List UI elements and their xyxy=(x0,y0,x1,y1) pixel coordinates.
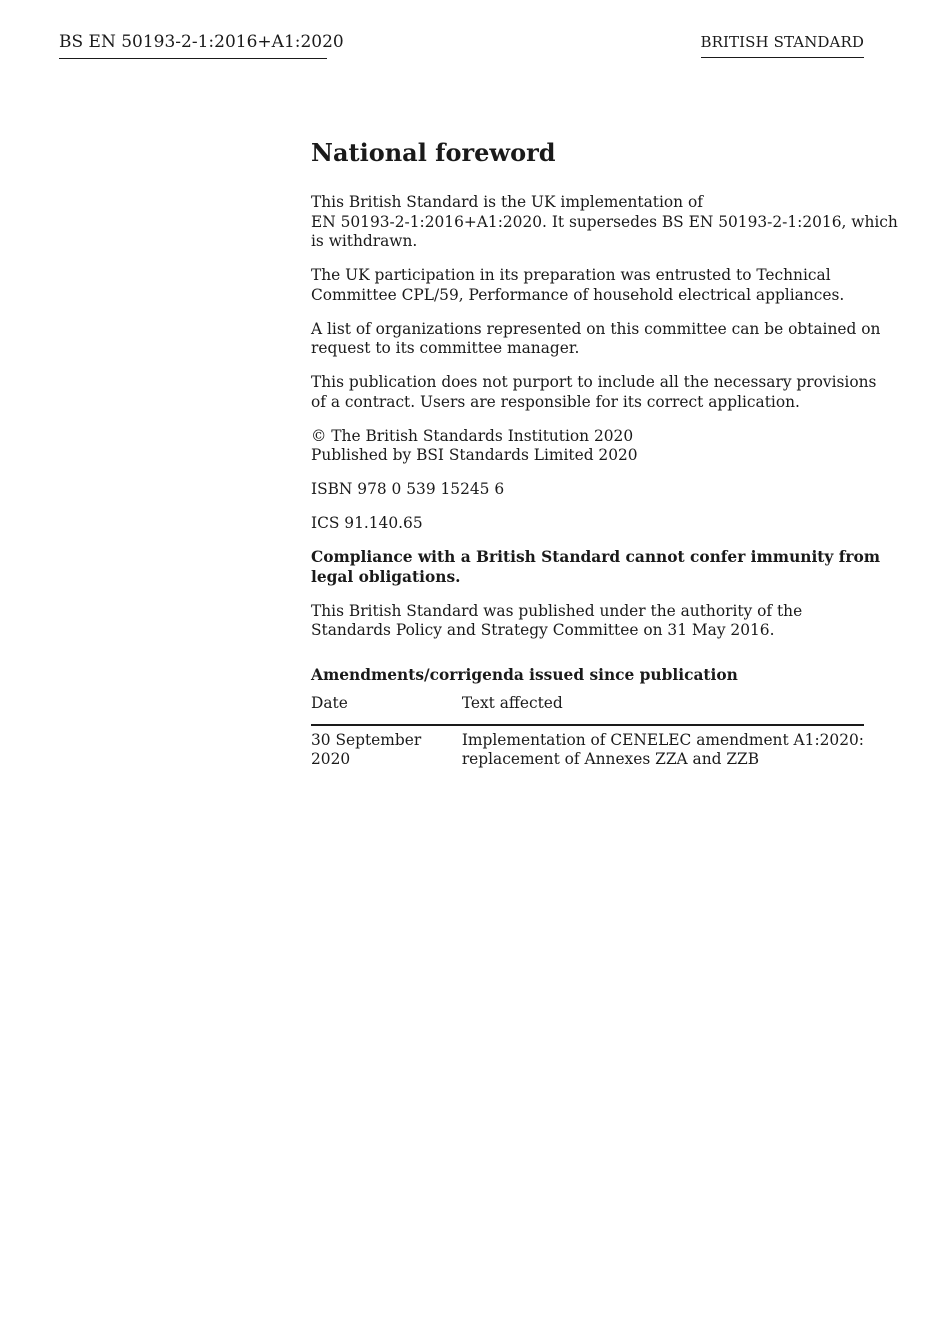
paragraph-line: of a contract. Users are responsible for its correct application. xyxy=(311,392,800,411)
paragraph-isbn xyxy=(311,480,864,500)
paragraph-line: request to its committee manager. xyxy=(311,339,580,357)
paragraph-disclaimer xyxy=(311,373,877,412)
amendment-text-cell xyxy=(462,725,864,770)
paragraph-line: This British Standard was published under the authority of the xyxy=(311,601,803,620)
paragraph-organizations xyxy=(311,319,881,359)
table-header-row xyxy=(311,691,864,725)
publisher-line: Published by BSI Standards Limited 2020 xyxy=(311,446,638,464)
column-header-date: Date xyxy=(311,691,462,725)
paragraph-ics xyxy=(311,514,864,534)
amendment-text-line: replacement of Annexes ZZA and ZZB xyxy=(461,750,760,768)
isbn-line: ISBN 978 0 539 15245 6 xyxy=(311,480,505,498)
page-title: National foreword xyxy=(311,138,556,167)
paragraph-line: Compliance with a British Standard cannot confer immunity from xyxy=(311,548,880,566)
paragraph-implementation xyxy=(311,193,898,252)
document-id-header: BS EN 50193-2-1:2016+A1:2020 xyxy=(59,31,327,59)
paragraph-line: Standards Policy and Strategy Committee on 31 May 2016. xyxy=(311,621,775,639)
paragraph-line: This British Standard is the UK implementation of xyxy=(311,193,703,211)
foreword-section xyxy=(311,138,898,770)
ics-line: ICS 91.140.65 xyxy=(311,514,423,532)
paragraph-line: This publication does not purport to include all the necessary provisions xyxy=(311,373,877,391)
paragraph-line: legal obligations. xyxy=(311,567,461,586)
column-header-text-affected: Text affected xyxy=(462,691,864,725)
amendments-table xyxy=(311,691,864,770)
paragraph-line: A list of organizations represented on this committee can be obtained on xyxy=(311,319,881,338)
copyright-line: © The British Standards Institution 2020 xyxy=(311,426,634,445)
paragraph-line: EN 50193-2-1:2016+A1:2020. It supersedes BS EN 50193-2-1:2016, which xyxy=(311,212,898,231)
series-label-header: BRITISH STANDARD xyxy=(701,31,865,58)
amendments-heading: Amendments/corrigenda issued since publication xyxy=(311,665,738,684)
paragraph-compliance-notice xyxy=(311,548,880,587)
paragraph-line: Committee CPL/59, Performance of household electrical appliances. xyxy=(311,285,845,304)
paragraph-copyright xyxy=(311,427,864,466)
paragraph-committee xyxy=(311,266,864,305)
paragraph-authority xyxy=(311,602,864,641)
amendment-date-cell: 30 September 2020 xyxy=(311,730,422,768)
paragraph-line: is withdrawn. xyxy=(311,232,418,250)
table-row xyxy=(311,725,864,770)
amendment-text-line: Implementation of CENELEC amendment A1:2020: xyxy=(461,730,864,749)
paragraph-line: The UK participation in its preparation was entrusted to Technical xyxy=(311,266,831,284)
